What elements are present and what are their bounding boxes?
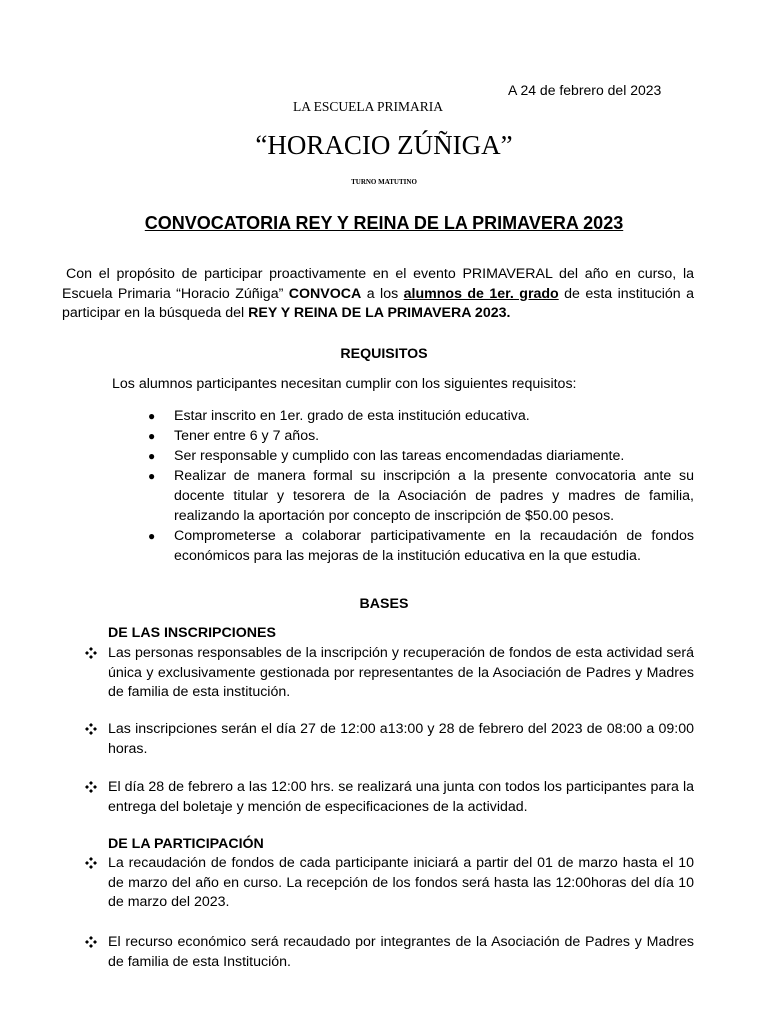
list-item-text: Comprometerse a colaborar participativamente en la recaudación de fondos económicos para las mejoras de la institución educativa en la que estudia. [174,528,694,564]
list-item [84,644,694,703]
list-item [148,426,694,446]
intro-grade: alumnos de 1er. grado [403,285,559,302]
list-item [84,720,694,759]
list-item-text: El día 28 de febrero a las 12:00 hrs. se realizará una junta con todos los participantes para la entrega del boletaje y mención de especificaciones de la actividad. [108,779,694,815]
list-item [148,406,694,426]
list-item-text: La recaudación de fondos de cada participante iniciará a partir del 01 de marzo hasta el 10 de marzo del año en curso. La recepción de los fondos será hasta las 12:00horas del día 10 de marzo del 2023. [108,855,694,910]
four-diamond-bullet-icon [84,646,98,660]
intro-event: REY Y REINA DE LA PRIMAVERA 2023. [248,305,511,321]
four-diamond-bullet-icon [84,935,98,949]
list-item [84,854,694,913]
list-item-text: Estar inscrito en 1er. grado de esta institución educativa. [174,408,530,424]
bases-heading: BASES [359,596,409,612]
bullet-icon: ● [148,469,156,483]
list-item-text: Las personas responsables de la inscripción y recuperación de fondos de esta actividad será única y exclusivamente gestionada por representantes de la Asociación de Padres y Madres de familia de esta institución. [108,645,694,700]
list-item [148,526,694,566]
bullet-icon: ● [148,409,156,423]
intro-text-3: de esta institución a participar en la búsqueda del [62,285,695,321]
list-item-text: El recurso económico será recaudado por integrantes de la Asociación de Padres y Madres de familia de esta Institución. [108,934,694,970]
list-item [84,778,694,817]
participacion-heading: DE LA PARTICIPACIÓN [108,836,264,852]
list-item [148,446,694,466]
four-diamond-bullet-icon [84,722,98,736]
document-date: A 24 de febrero del 2023 [508,82,662,98]
school-line: LA ESCUELA PRIMARIA [293,99,444,114]
school-name: “HORACIO ZÚÑIGA” [255,130,513,160]
document-title: CONVOCATORIA REY Y REINA DE LA PRIMAVERA 2023 [144,213,624,233]
list-item [84,933,694,972]
intro-paragraph [62,265,694,324]
requisitos-list [148,406,694,566]
intro-convoca: CONVOCA [288,285,362,302]
four-diamond-bullet-icon [84,780,98,794]
list-item [148,466,694,526]
requisitos-heading: REQUISITOS [340,346,428,362]
bullet-icon: ● [148,529,156,543]
shift-label: TURNO MATUTINO [351,178,417,186]
list-item-text: Ser responsable y cumplido con las tareas encomendadas diariamente. [174,448,625,464]
bullet-icon: ● [148,449,156,463]
four-diamond-bullet-icon [84,856,98,870]
list-item-text: Tener entre 6 y 7 años. [174,428,320,444]
inscripciones-heading: DE LAS INSCRIPCIONES [108,625,276,641]
list-item-text: Realizar de manera formal su inscripción a la presente convocatoria ante su docente titular y tesorera de la Asociación de padres y madres de familia, realizando la aportación por concepto de inscripción de $50.00 pesos. [174,468,694,524]
intro-text-1: Con el propósito de participar proactivamente en el evento PRIMAVERAL del año en curso, la Escuela Primaria “Horacio Zúñiga” [62,266,694,302]
list-item-text: Las inscripciones serán el día 27 de 12:00 a13:00 y 28 de febrero del 2023 de 08:00 a 09:00 horas. [108,721,694,757]
bullet-icon: ● [148,429,156,443]
requisitos-intro: Los alumnos participantes necesitan cumplir con los siguientes requisitos: [112,376,577,392]
intro-text-2: a los [361,285,404,302]
